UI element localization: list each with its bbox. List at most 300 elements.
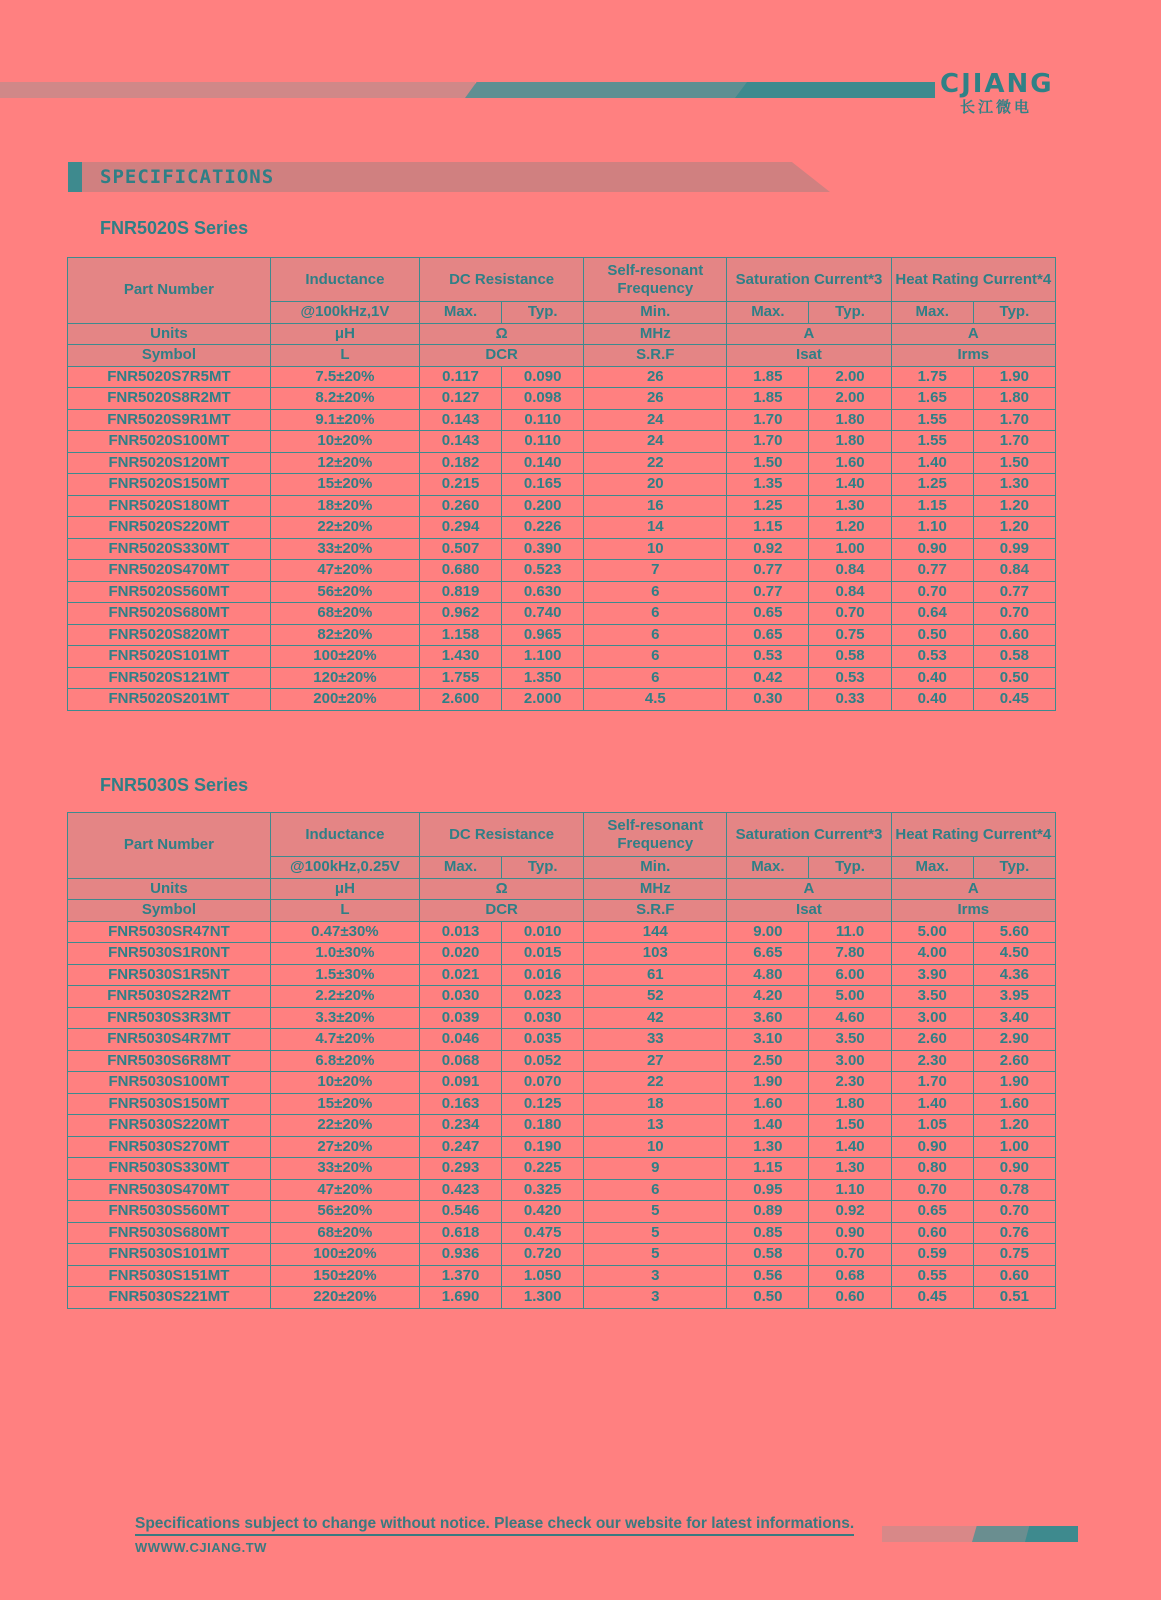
table-cell: 1.300 [502,1287,584,1309]
table-cell: 1.370 [419,1265,501,1287]
units-row [68,878,1056,900]
unit-dcr: Ω [419,323,583,345]
table-cell: 4.50 [973,943,1055,965]
table-cell: 3.60 [727,1007,809,1029]
table-cell: 24 [584,431,727,453]
table-cell: 6 [584,1179,727,1201]
table-row [68,689,1056,711]
table-cell: 0.165 [502,474,584,496]
units-row [68,323,1056,345]
table-cell: 0.59 [891,1244,973,1266]
header-stripe-left [0,82,475,98]
table-cell: 27 [584,1050,727,1072]
table-cell: 1.30 [973,474,1055,496]
table-cell: 1.5±30% [270,964,419,986]
table-cell: 0.58 [973,646,1055,668]
table-cell: 2.60 [973,1050,1055,1072]
table-cell: 3.40 [973,1007,1055,1029]
header-typ: Typ. [973,857,1055,879]
table-cell: 20 [584,474,727,496]
table-row [68,1287,1056,1309]
table-cell: 4.60 [809,1007,891,1029]
table-cell: 0.182 [419,452,501,474]
part-number-cell: FNR5030S221MT [68,1287,271,1309]
table-cell: 5.60 [973,921,1055,943]
table-cell: 0.90 [891,1136,973,1158]
table-cell: 10 [584,538,727,560]
table-cell: 0.215 [419,474,501,496]
table-cell: 0.53 [809,667,891,689]
table-cell: 1.10 [809,1179,891,1201]
table-cell: 1.70 [727,409,809,431]
part-number-cell: FNR5030S220MT [68,1115,271,1137]
table-cell: 2.600 [419,689,501,711]
units-label: Units [68,878,271,900]
table-cell: 0.70 [809,603,891,625]
table-row [68,1201,1056,1223]
table-cell: 1.10 [891,517,973,539]
table-cell: 6 [584,581,727,603]
table-cell: 1.50 [727,452,809,474]
table-cell: 0.226 [502,517,584,539]
symbol-irms: Irms [891,900,1055,922]
table-cell: 0.110 [502,431,584,453]
table-cell: 26 [584,366,727,388]
table-cell: 14 [584,517,727,539]
footer-stripe-right [1025,1526,1078,1542]
header-test-condition: @100kHz,1V [270,302,419,324]
table-cell: 1.158 [419,624,501,646]
table-cell: 1.100 [502,646,584,668]
table-row [68,517,1056,539]
table-cell: 27±20% [270,1136,419,1158]
table-cell: 1.60 [727,1093,809,1115]
unit-irms: A [891,323,1055,345]
table-row [68,1115,1056,1137]
table-cell: 1.70 [973,409,1055,431]
part-number-cell: FNR5020S220MT [68,517,271,539]
table-cell: 0.010 [502,921,584,943]
table-cell: 0.052 [502,1050,584,1072]
table-cell: 56±20% [270,581,419,603]
header-row [68,258,1056,302]
table-cell: 2.000 [502,689,584,711]
table-cell: 1.20 [973,495,1055,517]
header-test-condition: @100kHz,0.25V [270,857,419,879]
table-cell: 3.90 [891,964,973,986]
table-cell: 3.50 [891,986,973,1008]
table-cell: 13 [584,1115,727,1137]
table-cell: 0.47±30% [270,921,419,943]
table-cell: 2.90 [973,1029,1055,1051]
table-cell: 0.84 [809,560,891,582]
table-cell: 0.45 [891,1287,973,1309]
table-cell: 4.7±20% [270,1029,419,1051]
table-cell: 10±20% [270,1072,419,1094]
table-cell: 0.70 [973,603,1055,625]
table-cell: 0.50 [973,667,1055,689]
table-cell: 1.15 [727,517,809,539]
part-number-cell: FNR5020S9R1MT [68,409,271,431]
header-saturation-current: Saturation Current*3 [727,258,891,302]
table-cell: 1.55 [891,431,973,453]
part-number-cell: FNR5020S180MT [68,495,271,517]
table-cell: 0.630 [502,581,584,603]
header-part-number: Part Number [68,813,271,879]
part-number-cell: FNR5030S470MT [68,1179,271,1201]
footer-stripe-left [882,1526,977,1542]
table-cell: 0.64 [891,603,973,625]
table-cell: 0.77 [727,560,809,582]
symbol-dcr: DCR [419,900,583,922]
table-cell: 0.95 [727,1179,809,1201]
header-dc-resistance: DC Resistance [419,813,583,857]
part-number-cell: FNR5030S560MT [68,1201,271,1223]
table-cell: 42 [584,1007,727,1029]
table-cell: 0.225 [502,1158,584,1180]
header-max: Max. [891,857,973,879]
table-cell: 15±20% [270,1093,419,1115]
table-cell: 0.45 [973,689,1055,711]
table-row [68,431,1056,453]
table-cell: 1.25 [891,474,973,496]
table-cell: 3 [584,1287,727,1309]
part-number-cell: FNR5030S4R7MT [68,1029,271,1051]
table-cell: 6 [584,646,727,668]
table-cell: 0.85 [727,1222,809,1244]
table-cell: 10±20% [270,431,419,453]
table-cell: 0.68 [809,1265,891,1287]
unit-irms: A [891,878,1055,900]
table-cell: 103 [584,943,727,965]
table-cell: 0.40 [891,667,973,689]
part-number-cell: FNR5020S120MT [68,452,271,474]
table-cell: 1.20 [809,517,891,539]
table-cell: 9.1±20% [270,409,419,431]
table-cell: 0.80 [891,1158,973,1180]
table-cell: 0.936 [419,1244,501,1266]
table-cell: 0.325 [502,1179,584,1201]
header-srf: Self-resonant Frequency [584,813,727,857]
table-cell: 0.90 [809,1222,891,1244]
table-cell: 0.190 [502,1136,584,1158]
table-row [68,943,1056,965]
table-cell: 0.51 [973,1287,1055,1309]
table-cell: 1.15 [727,1158,809,1180]
header-part-number: Part Number [68,258,271,324]
table-cell: 0.60 [973,624,1055,646]
table-cell: 1.75 [891,366,973,388]
table-cell: 2.30 [891,1050,973,1072]
table-cell: 1.85 [727,388,809,410]
symbol-isat: Isat [727,900,891,922]
logo-chinese-name: 长江微电 [960,99,1033,116]
table-cell: 0.965 [502,624,584,646]
table-cell: 3 [584,1265,727,1287]
table-cell: 1.430 [419,646,501,668]
symbol-label: Symbol [68,900,271,922]
part-number-cell: FNR5020S201MT [68,689,271,711]
table-cell: 4.36 [973,964,1055,986]
table-cell: 3.10 [727,1029,809,1051]
table-cell: 100±20% [270,1244,419,1266]
table-cell: 1.90 [973,1072,1055,1094]
table-cell: 0.423 [419,1179,501,1201]
table-cell: 1.90 [973,366,1055,388]
table-cell: 0.234 [419,1115,501,1137]
symbol-inductance: L [270,900,419,922]
table-cell: 0.016 [502,964,584,986]
part-number-cell: FNR5020S100MT [68,431,271,453]
table-cell: 2.30 [809,1072,891,1094]
table-cell: 33±20% [270,538,419,560]
table-cell: 0.819 [419,581,501,603]
table-cell: 9 [584,1158,727,1180]
table-cell: 1.85 [727,366,809,388]
table-cell: 0.58 [727,1244,809,1266]
table-cell: 1.755 [419,667,501,689]
part-number-cell: FNR5030S6R8MT [68,1050,271,1072]
table-cell: 1.40 [809,474,891,496]
part-number-cell: FNR5030S100MT [68,1072,271,1094]
symbol-label: Symbol [68,345,271,367]
table-cell: 7.80 [809,943,891,965]
table-cell: 0.90 [891,538,973,560]
table-cell: 0.75 [973,1244,1055,1266]
table-row [68,603,1056,625]
part-number-cell: FNR5030S2R2MT [68,986,271,1008]
table-cell: 0.99 [973,538,1055,560]
table-cell: 0.53 [891,646,973,668]
unit-dcr: Ω [419,878,583,900]
table-cell: 22 [584,1072,727,1094]
table-cell: 0.125 [502,1093,584,1115]
part-number-cell: FNR5030S3R3MT [68,1007,271,1029]
table-row [68,1050,1056,1072]
table-cell: 200±20% [270,689,419,711]
table-row [68,581,1056,603]
table-cell: 0.390 [502,538,584,560]
table-cell: 1.25 [727,495,809,517]
table-cell: 12±20% [270,452,419,474]
table-cell: 1.65 [891,388,973,410]
table-cell: 0.013 [419,921,501,943]
header-typ: Typ. [809,857,891,879]
table-cell: 1.80 [809,1093,891,1115]
table-cell: 0.200 [502,495,584,517]
unit-srf: MHz [584,323,727,345]
table-cell: 0.962 [419,603,501,625]
header-max: Max. [891,302,973,324]
table-cell: 0.53 [727,646,809,668]
table-cell: 0.475 [502,1222,584,1244]
table-cell: 18±20% [270,495,419,517]
table-cell: 0.039 [419,1007,501,1029]
table-cell: 6 [584,603,727,625]
table-cell: 0.42 [727,667,809,689]
part-number-cell: FNR5030S680MT [68,1222,271,1244]
table-row [68,1072,1056,1094]
table-cell: 1.0±30% [270,943,419,965]
table-cell: 22 [584,452,727,474]
table-cell: 0.70 [891,1179,973,1201]
table-cell: 4.80 [727,964,809,986]
part-number-cell: FNR5030S150MT [68,1093,271,1115]
table-cell: 3.50 [809,1029,891,1051]
table-cell: 0.77 [973,581,1055,603]
part-number-cell: FNR5020S121MT [68,667,271,689]
table-cell: 0.65 [727,624,809,646]
header-max: Max. [727,302,809,324]
spec-table-5030 [67,812,1056,1309]
part-number-cell: FNR5020S8R2MT [68,388,271,410]
table-row [68,964,1056,986]
table-row [68,560,1056,582]
table-cell: 33±20% [270,1158,419,1180]
table-row [68,1179,1056,1201]
table-cell: 2.60 [891,1029,973,1051]
table-cell: 0.76 [973,1222,1055,1244]
part-number-cell: FNR5020S101MT [68,646,271,668]
table-row [68,474,1056,496]
table-cell: 0.30 [727,689,809,711]
table-cell: 0.60 [891,1222,973,1244]
section-marker [68,162,82,192]
table-cell: 5.00 [809,986,891,1008]
table-row [68,409,1056,431]
table-cell: 1.40 [727,1115,809,1137]
header-typ: Typ. [502,857,584,879]
table-row [68,538,1056,560]
table-cell: 0.091 [419,1072,501,1094]
table-cell: 0.015 [502,943,584,965]
symbol-row [68,345,1056,367]
symbol-srf: S.R.F [584,345,727,367]
table-cell: 0.740 [502,603,584,625]
table-cell: 0.163 [419,1093,501,1115]
table-row [68,1222,1056,1244]
table-cell: 0.84 [973,560,1055,582]
table-cell: 0.021 [419,964,501,986]
table-cell: 0.260 [419,495,501,517]
header-inductance: Inductance [270,813,419,857]
table-cell: 1.00 [973,1136,1055,1158]
header-heat-rating-current: Heat Rating Current*4 [891,258,1055,302]
table-cell: 4.20 [727,986,809,1008]
table-cell: 10 [584,1136,727,1158]
table-row [68,624,1056,646]
table-cell: 0.50 [727,1287,809,1309]
table-cell: 0.78 [973,1179,1055,1201]
table-cell: 5.00 [891,921,973,943]
table-cell: 0.507 [419,538,501,560]
table-cell: 150±20% [270,1265,419,1287]
table-row [68,921,1056,943]
table-cell: 0.117 [419,366,501,388]
table-cell: 1.40 [891,452,973,474]
part-number-cell: FNR5020S470MT [68,560,271,582]
table-cell: 0.046 [419,1029,501,1051]
table-cell: 1.60 [973,1093,1055,1115]
table-cell: 56±20% [270,1201,419,1223]
footer-stripe-middle [972,1526,1030,1542]
table-cell: 0.92 [809,1201,891,1223]
table-cell: 0.40 [891,689,973,711]
table-cell: 1.50 [809,1115,891,1137]
table-cell: 0.60 [973,1265,1055,1287]
part-number-cell: FNR5020S820MT [68,624,271,646]
part-number-cell: FNR5030S101MT [68,1244,271,1266]
table-cell: 0.50 [891,624,973,646]
part-number-cell: FNR5030S330MT [68,1158,271,1180]
table-row [68,1007,1056,1029]
table-cell: 16 [584,495,727,517]
table-cell: 26 [584,388,727,410]
table-row [68,366,1056,388]
table-cell: 0.110 [502,409,584,431]
table-cell: 1.80 [973,388,1055,410]
part-number-cell: FNR5020S7R5MT [68,366,271,388]
table-cell: 1.05 [891,1115,973,1137]
part-number-cell: FNR5030S270MT [68,1136,271,1158]
table-row [68,1136,1056,1158]
unit-isat: A [727,323,891,345]
header-stripe-middle [465,82,755,98]
table-cell: 0.247 [419,1136,501,1158]
table-cell: 0.77 [727,581,809,603]
table-row [68,495,1056,517]
header-typ: Typ. [973,302,1055,324]
header-max: Max. [727,857,809,879]
table-cell: 0.070 [502,1072,584,1094]
footer-website: WWWW.CJIANG.TW [135,1540,267,1555]
part-number-cell: FNR5020S330MT [68,538,271,560]
table-cell: 1.70 [891,1072,973,1094]
table-cell: 47±20% [270,560,419,582]
part-number-cell: FNR5020S150MT [68,474,271,496]
header-typ: Typ. [809,302,891,324]
table-cell: 3.3±20% [270,1007,419,1029]
symbol-dcr: DCR [419,345,583,367]
table-cell: 220±20% [270,1287,419,1309]
table-cell: 0.720 [502,1244,584,1266]
symbol-isat: Isat [727,345,891,367]
table-cell: 9.00 [727,921,809,943]
table-cell: 0.92 [727,538,809,560]
brand-logo [940,69,1060,117]
table-cell: 3.00 [809,1050,891,1072]
unit-srf: MHz [584,878,727,900]
table-cell: 22±20% [270,1115,419,1137]
table-cell: 6.65 [727,943,809,965]
table-cell: 3.00 [891,1007,973,1029]
symbol-row [68,900,1056,922]
table-cell: 1.00 [809,538,891,560]
table-cell: 1.30 [809,495,891,517]
table-cell: 0.140 [502,452,584,474]
table-cell: 1.55 [891,409,973,431]
table-cell: 6 [584,667,727,689]
table-cell: 0.294 [419,517,501,539]
table-cell: 3.95 [973,986,1055,1008]
table-row [68,1265,1056,1287]
table-cell: 0.65 [727,603,809,625]
table-cell: 6.8±20% [270,1050,419,1072]
table-cell: 0.180 [502,1115,584,1137]
table-cell: 4.5 [584,689,727,711]
table-cell: 0.420 [502,1201,584,1223]
table-cell: 2.2±20% [270,986,419,1008]
